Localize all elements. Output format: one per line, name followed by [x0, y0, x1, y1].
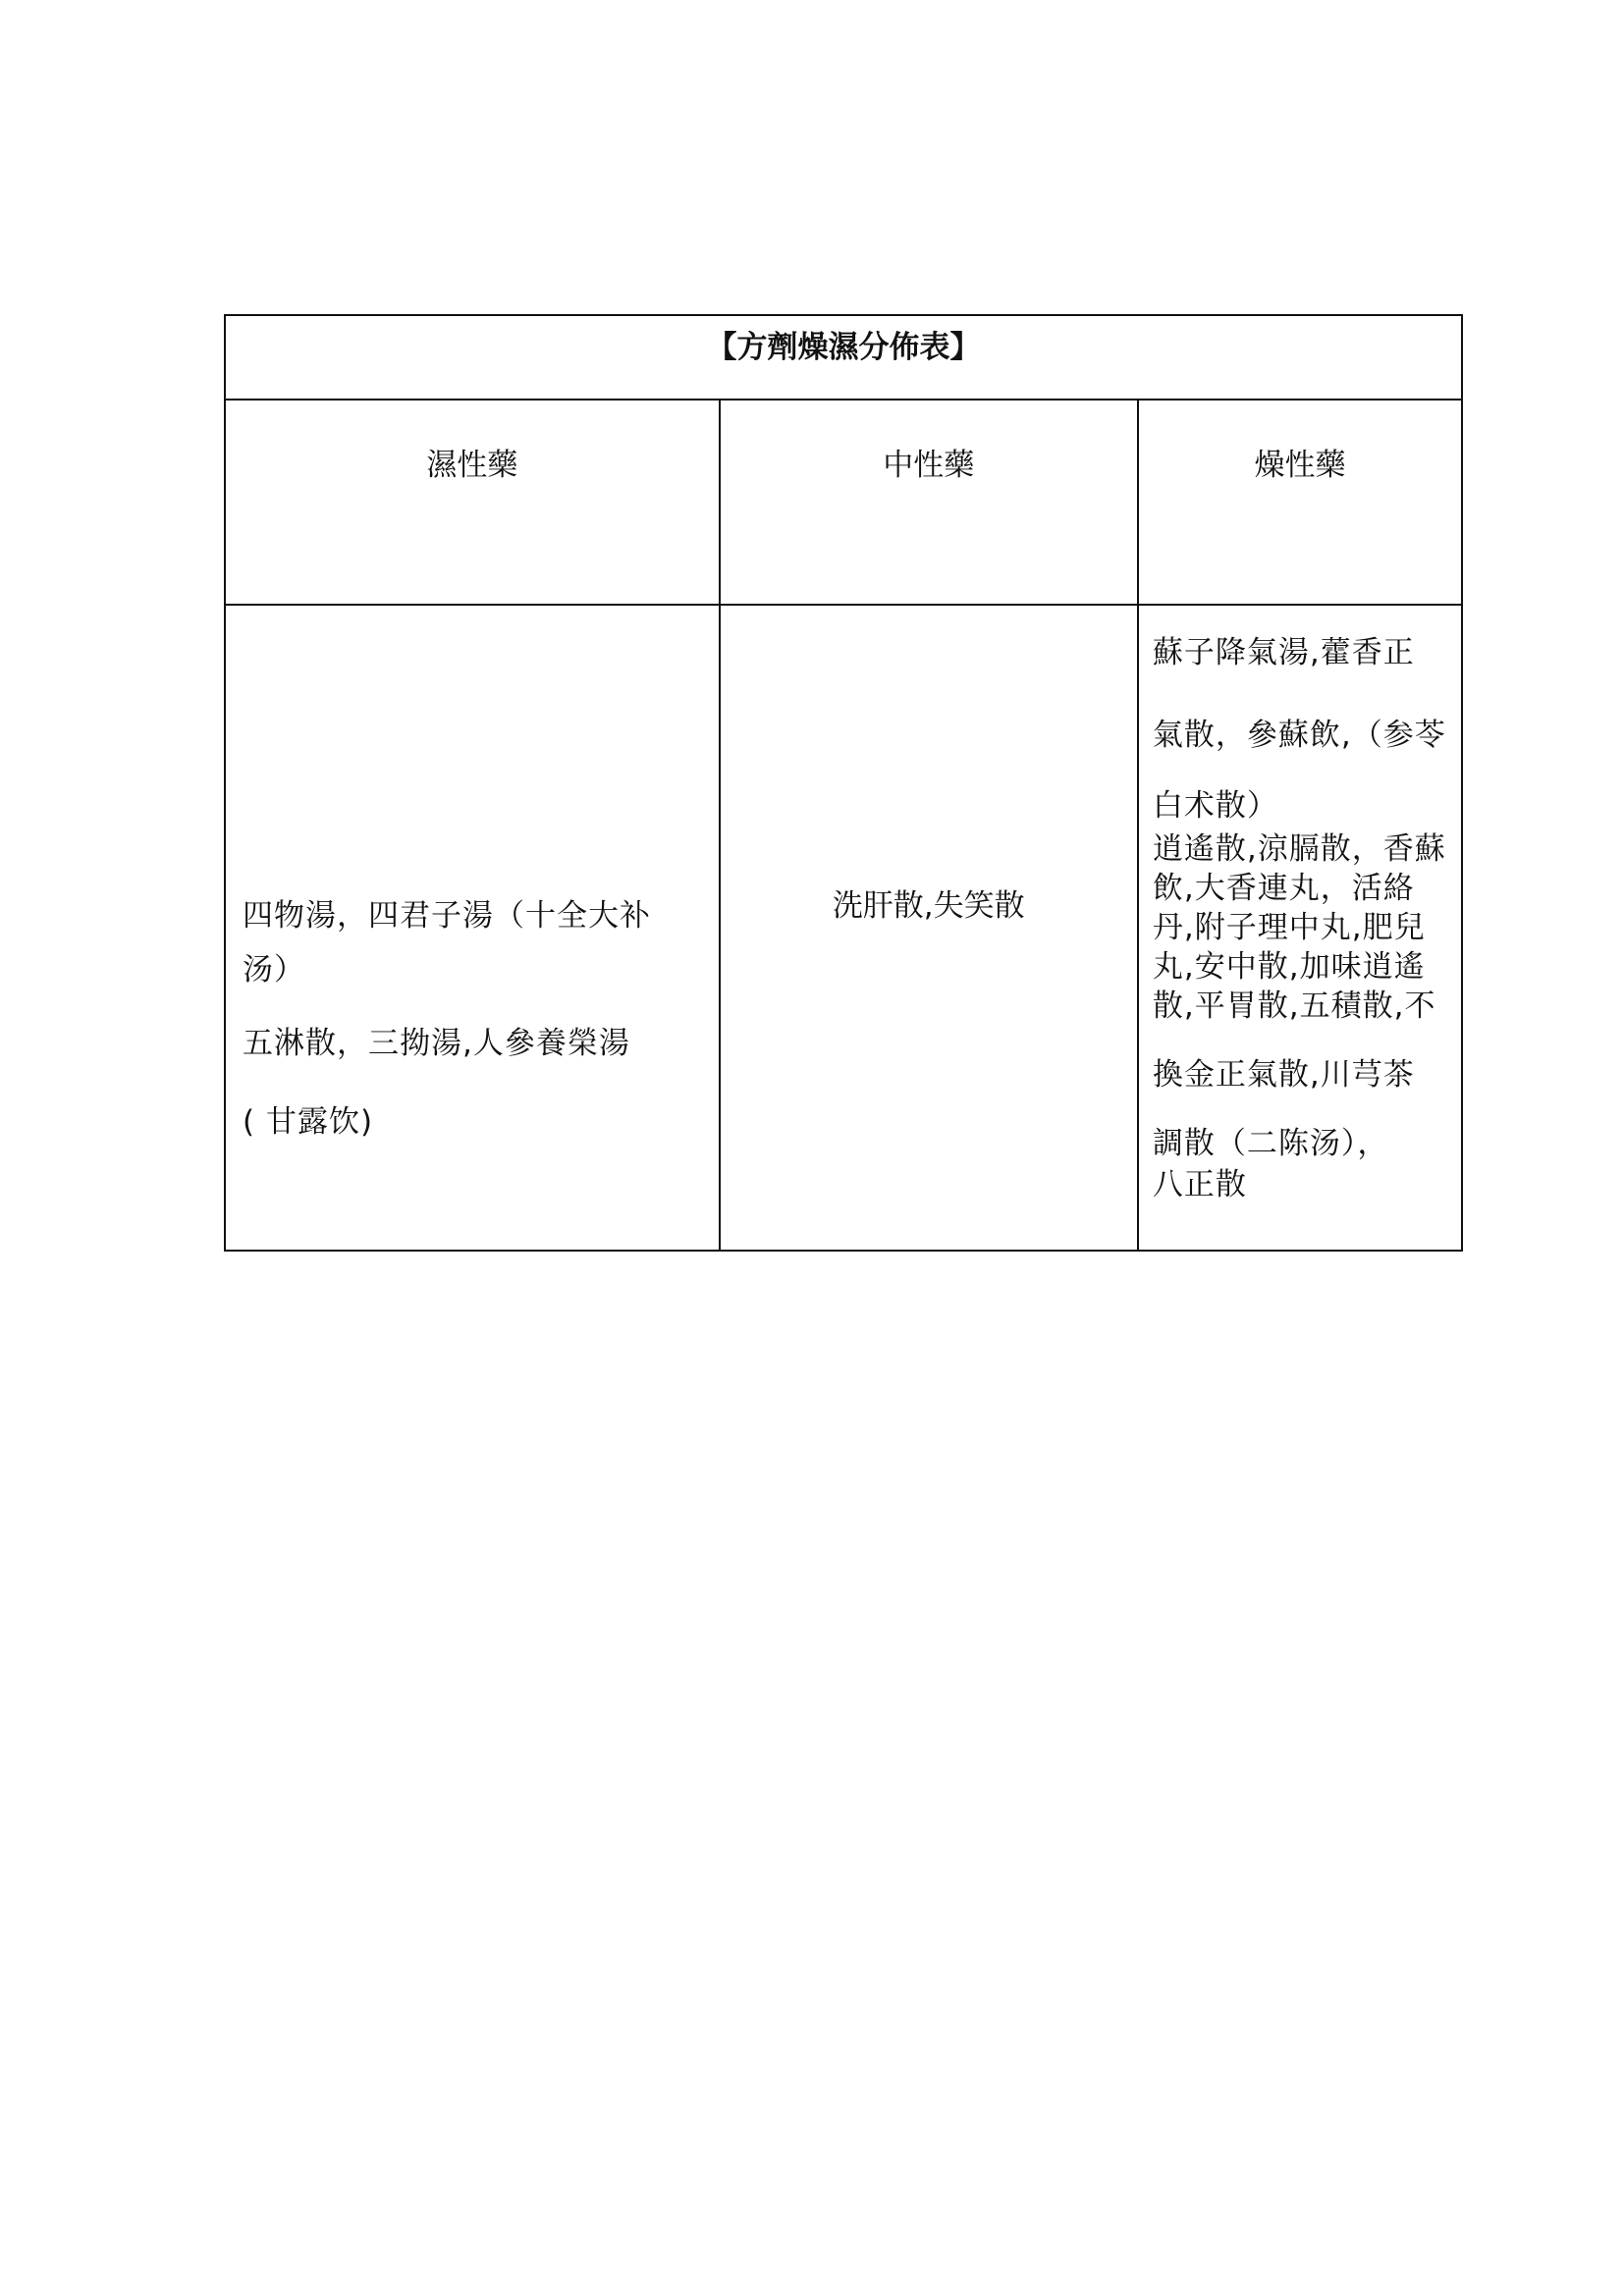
neutral-formula-line: 洗肝散,失笑散 [832, 888, 1025, 924]
header-wet-cell [225, 400, 720, 605]
dry-formula-line: 飲,大香連丸，活絡 [1152, 871, 1415, 906]
table-title: 【方劑燥濕分佈表】 [706, 330, 981, 365]
content-row [225, 605, 1462, 1251]
title-row [225, 315, 1462, 400]
header-neutral-cell [720, 400, 1138, 605]
header-wet: 濕性藥 [426, 448, 518, 483]
dry-formula-line: 丹,附子理中丸,肥兒 [1152, 910, 1426, 945]
neutral-formulas-cell [720, 605, 1138, 1251]
dry-formula-line: 八正散 [1152, 1167, 1247, 1202]
dry-formula-line: 丸,安中散,加味逍遙 [1152, 949, 1426, 985]
wet-formula-line: 四物湯，四君子湯（十全大补 [243, 898, 651, 934]
wet-formula-line: 五淋散，三拗湯,人參養榮湯 [243, 1026, 630, 1061]
wet-formula-line: 汤） [243, 952, 305, 988]
dry-formula-line: 氣散，參蘇飲,（参苓 [1152, 718, 1446, 753]
dry-formula-line: 逍遙散,涼膈散，香蘇 [1152, 831, 1446, 867]
dry-formula-line: 散,平胃散,五積散,不 [1152, 988, 1436, 1024]
header-dry: 燥性藥 [1254, 448, 1346, 483]
header-dry-cell [1138, 400, 1462, 605]
header-row [225, 400, 1462, 605]
wet-formula-line: ( 甘露饮) [243, 1104, 374, 1140]
dry-formulas-cell [1138, 605, 1462, 1251]
dry-formula-line: 換金正氣散,川芎茶 [1152, 1057, 1415, 1093]
header-neutral: 中性藥 [883, 448, 975, 483]
dry-formula-line: 調散（二陈汤）， [1152, 1126, 1389, 1161]
table-title-cell [225, 315, 1462, 400]
dry-formula-line: 白术散） [1152, 788, 1278, 824]
dry-formula-line: 蘇子降氣湯,藿香正 [1152, 635, 1415, 670]
formula-distribution-table [224, 314, 1463, 1252]
wet-formulas-cell [225, 605, 720, 1251]
